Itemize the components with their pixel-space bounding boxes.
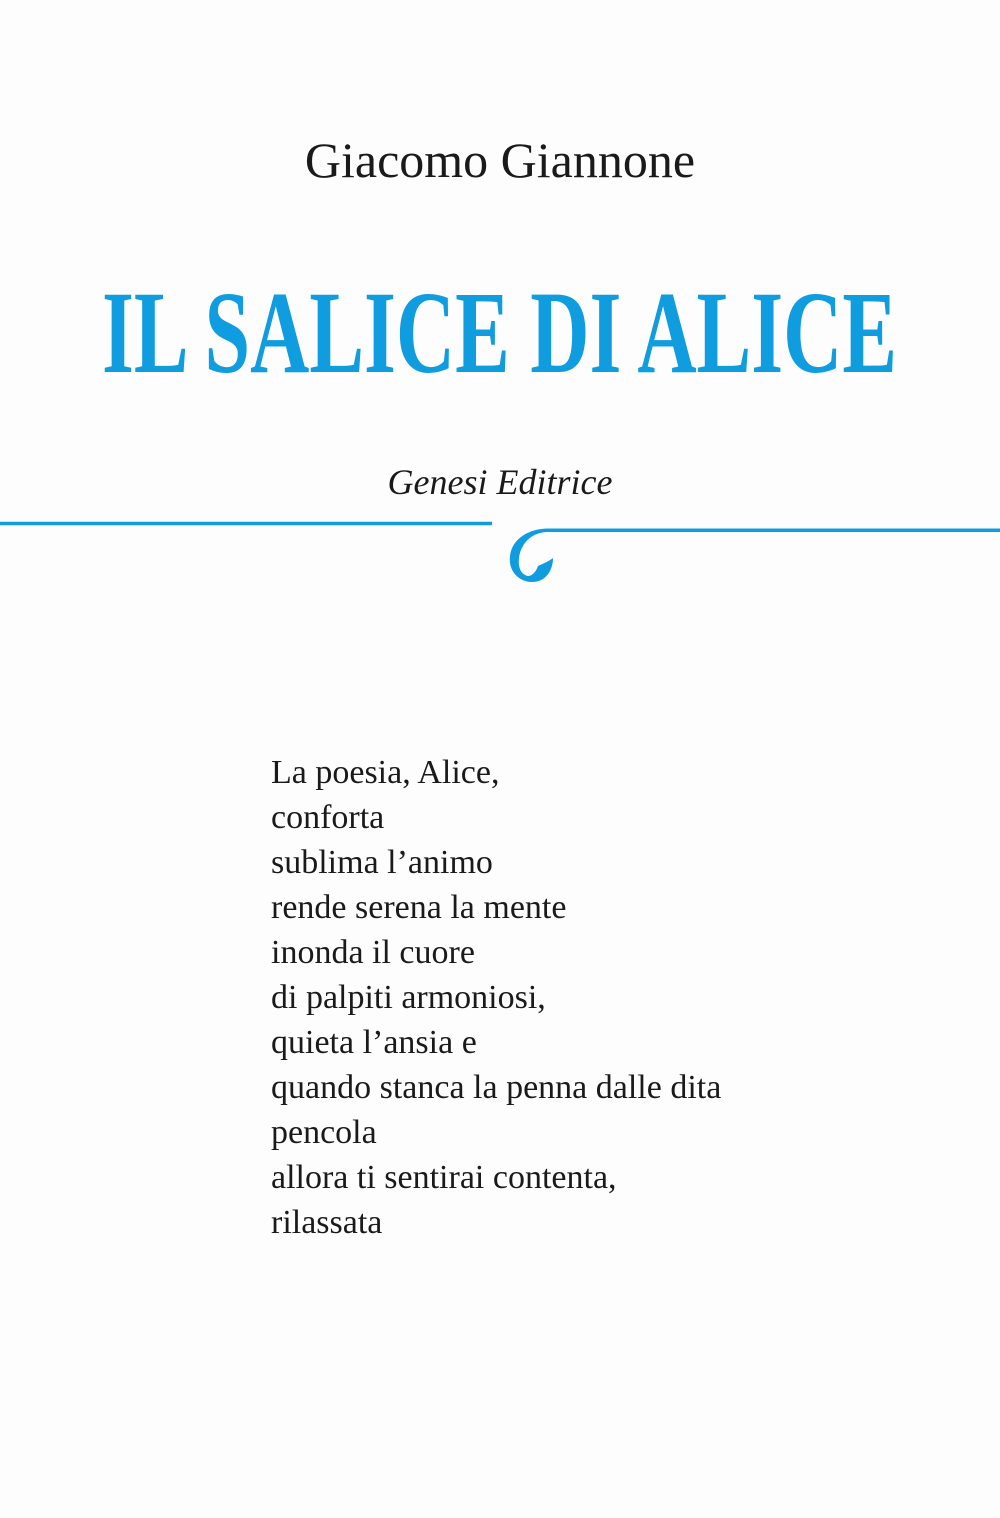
poem-line: La poesia, Alice,	[271, 754, 500, 791]
poem-line: quando stanca la penna dalle dita	[271, 1069, 722, 1106]
poem-line: rende serena la mente	[271, 889, 567, 926]
poem-line: rilassata	[271, 1204, 383, 1241]
book-title	[0, 270, 1000, 390]
poem-line: pencola	[271, 1114, 377, 1151]
divider-line-right-hook	[510, 529, 1000, 583]
swirl-divider-ornament	[0, 500, 1000, 600]
poem-line: conforta	[271, 799, 385, 836]
poem-line: di palpiti armoniosi,	[271, 979, 546, 1016]
poem-line: sublima l’animo	[271, 844, 493, 881]
publisher-name: Genesi Editrice	[387, 462, 613, 502]
poem-excerpt	[271, 750, 721, 1245]
book-title-text: IL SALICE DI ALICE	[102, 270, 897, 390]
author-name: Giacomo Giannone	[304, 132, 696, 188]
poem-line: allora ti sentirai contenta,	[271, 1159, 617, 1196]
poem-line: inonda il cuore	[271, 934, 475, 971]
poem-line: quieta l’ansia e	[271, 1024, 477, 1061]
